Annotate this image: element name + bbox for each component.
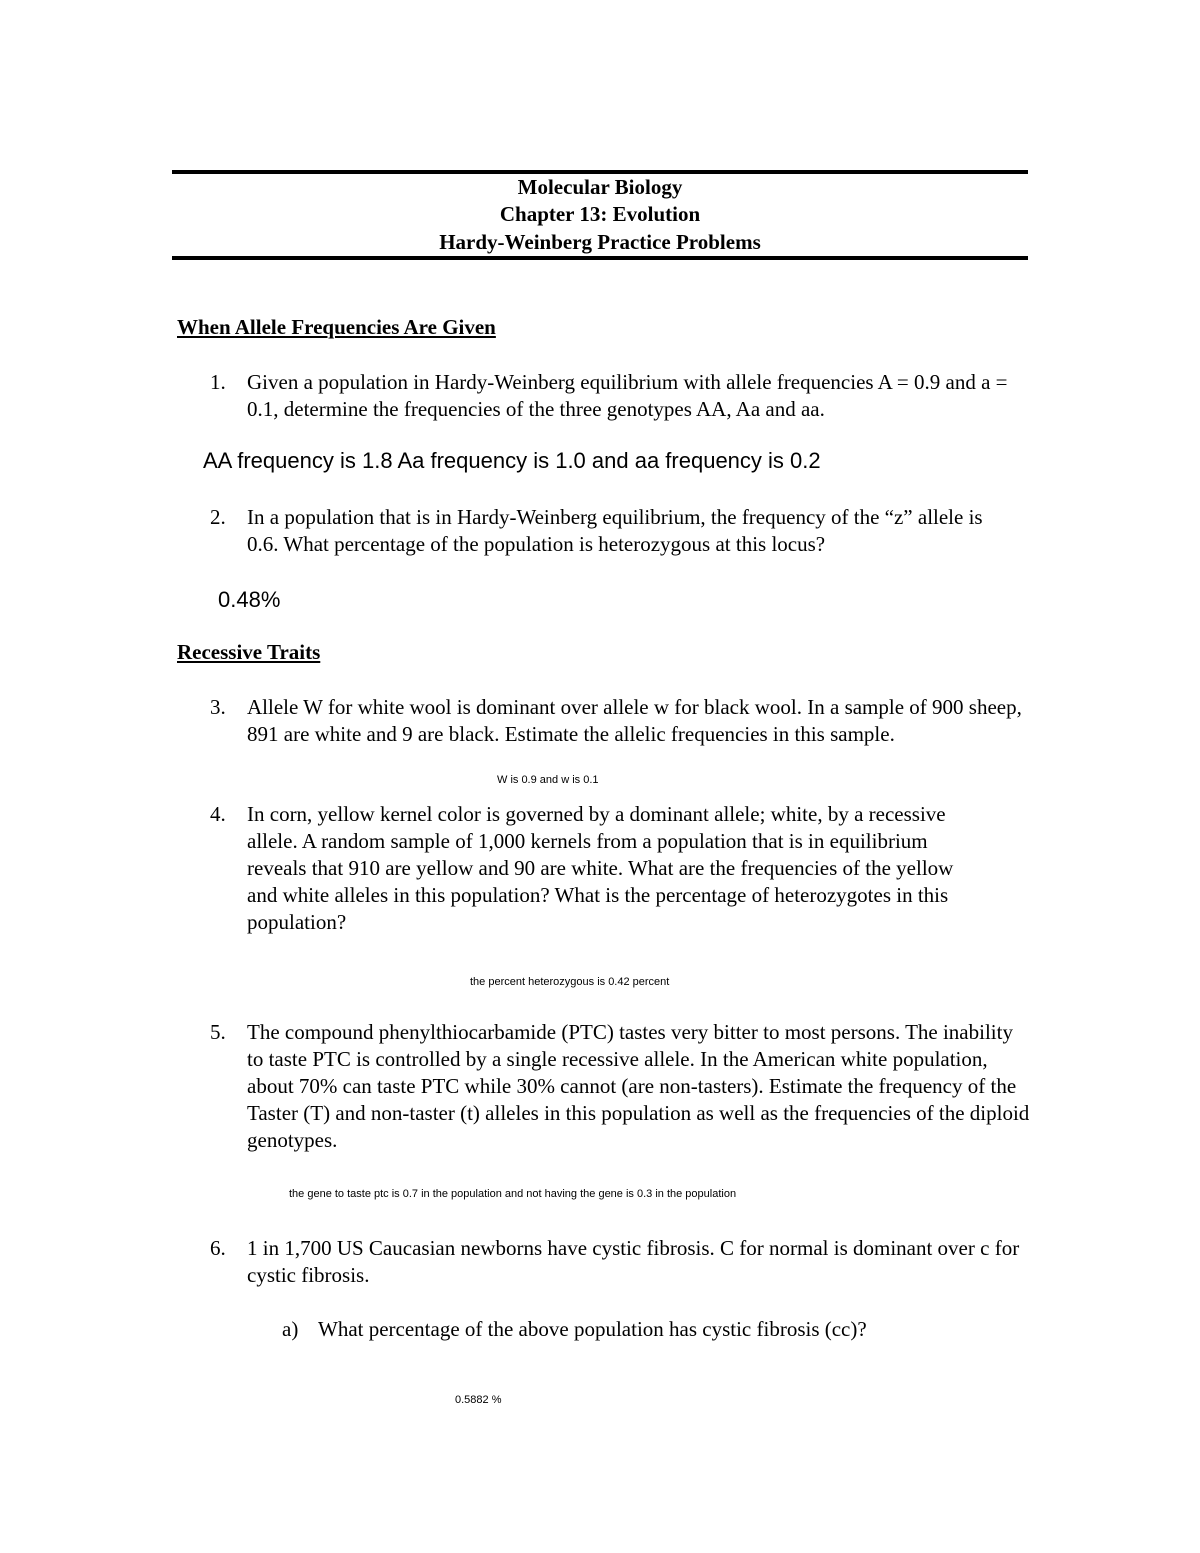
question-5-answer: the gene to taste ptc is 0.7 in the population and not having the gene is 0.3 in the population — [289, 1188, 737, 1200]
question-1-answer: AA frequency is 1.8 Aa frequency is 1.0 and aa frequency is 0.2 — [203, 448, 821, 473]
section-heading-recessive: Recessive Traits — [177, 640, 321, 664]
question-4-answer: the percent heterozygous is 0.42 percent — [470, 976, 670, 988]
header-bottom-rule — [172, 256, 1028, 260]
question-number: 1. — [210, 370, 226, 394]
worksheet-subtitle: Hardy-Weinberg Practice Problems — [439, 230, 761, 254]
question-number: 2. — [210, 505, 226, 529]
question-number: 5. — [210, 1020, 226, 1044]
question-4-text: In corn, yellow kernel color is governed by a dominant allele; white, by a recessive allele. A random sample of 1,000 kernels from a population that is in equilibrium reveals that 910 are yellow and 90 are white. What are the frequencies of the yellow and white alleles in this population? What is the percentage of heterozygotes in this population? — [247, 802, 954, 934]
course-title: Molecular Biology — [517, 175, 683, 199]
question-6-text: 1 in 1,700 US Caucasian newborns have cystic fibrosis. C for normal is dominant over c for cystic fibrosis. — [247, 1236, 1020, 1287]
question-1-text: Given a population in Hardy-Weinberg equilibrium with allele frequencies A = 0.9 and a = 0.1, determine the frequencies of the three genotypes AA, Aa and aa. — [247, 370, 1008, 421]
question-3-answer: W is 0.9 and w is 0.1 — [497, 774, 599, 786]
question-3-text: Allele W for white wool is dominant over allele w for black wool. In a sample of 900 sheep, 891 are white and 9 are black. Estimate the allelic frequencies in this sample. — [247, 695, 1022, 746]
chapter-title: Chapter 13: Evolution — [499, 202, 701, 226]
subquestion-label: a) — [282, 1317, 299, 1341]
question-number: 3. — [210, 695, 226, 719]
question-5-text: The compound phenylthiocarbamide (PTC) tastes very bitter to most persons. The inability to taste PTC is controlled by a single recessive allele. In the American white population, about 70% can taste PTC while 30% cannot (are non-tasters). Estimate the frequency of the Taster (T) and non-taster (t) alleles in this population as well as the frequencies of the diploid genotypes. — [247, 1020, 1030, 1152]
question-number: 6. — [210, 1236, 226, 1260]
question-2-answer: 0.48% — [218, 587, 281, 612]
question-6a-answer: 0.5882 % — [455, 1394, 502, 1406]
question-2-text: In a population that is in Hardy-Weinberg equilibrium, the frequency of the “z” allele is 0.6. What percentage of the population is heterozygous at this locus? — [247, 505, 983, 556]
section-heading-given: When Allele Frequencies Are Given — [177, 315, 496, 339]
question-6a-text: What percentage of the above population has cystic fibrosis (cc)? — [318, 1317, 867, 1341]
question-number: 4. — [210, 802, 226, 826]
